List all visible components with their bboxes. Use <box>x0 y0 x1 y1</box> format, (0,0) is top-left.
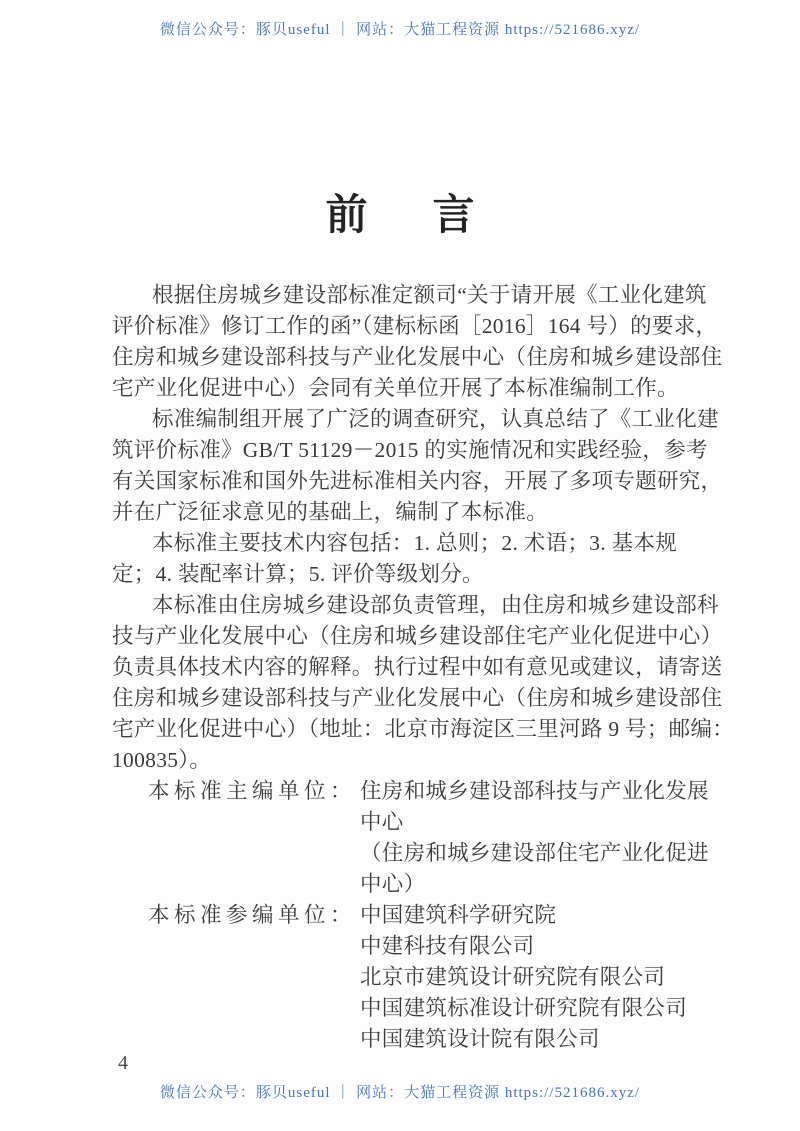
chief-editor-unit-label: 本标准主编单位： <box>148 779 357 803</box>
unit-line: 中心 <box>360 810 404 834</box>
chief-editor-unit-lines <box>360 776 709 900</box>
footer-watermark: 微信公众号：豚贝useful ｜ 网站：大猫工程资源 https://521686.xyz/ <box>159 1085 641 1101</box>
unit-line: 中国建筑标准设计研究院有限公司 <box>360 996 688 1020</box>
text-line: 100835）。 <box>112 748 212 772</box>
text-line: 住房和城乡建设部科技与产业化发展中心（住房和城乡建设部住 <box>112 345 723 369</box>
text-line: 根据住房城乡建设部标准定额司“关于请开展《工业化建筑 <box>152 283 707 307</box>
page-number: 4 <box>118 1052 128 1074</box>
participating-unit-lines <box>360 900 687 1055</box>
text-line: 并在广泛征求意见的基础上，编制了本标准。 <box>112 500 549 524</box>
text-line: 本标准由住房城乡建设部负责管理，由住房和城乡建设部科 <box>152 593 719 617</box>
unit-line: 中国建筑科学研究院 <box>360 903 557 927</box>
text-line: 评价标准》修订工作的函”（建标标函［2016］164 号）的要求， <box>112 314 718 338</box>
text-line: 负责具体技术内容的解释。执行过程中如有意见或建议，请寄送 <box>112 655 723 679</box>
text-line: 定；4. 装配率计算；5. 评价等级划分。 <box>112 562 484 586</box>
unit-line: 中心） <box>360 872 426 896</box>
participating-unit-label: 本标准参编单位： <box>148 903 357 927</box>
text-line: 技与产业化发展中心（住房和城乡建设部住宅产业化促进中心） <box>112 624 723 648</box>
unit-line: 北京市建筑设计研究院有限公司 <box>360 965 666 989</box>
unit-line: 中建科技有限公司 <box>360 934 535 958</box>
text-line: 本标准主要技术内容包括：1. 总则；2. 术语；3. 基本规 <box>152 531 678 555</box>
text-line: 宅产业化促进中心）（地址：北京市海淀区三里河路 9 号；邮编： <box>112 717 735 741</box>
unit-line: 中国建筑设计院有限公司 <box>360 1027 600 1051</box>
text-line: 有关国家标准和国外先进标准相关内容，开展了多项专题研究， <box>112 469 723 493</box>
page-title: 前言 <box>325 193 540 239</box>
participating-unit-row <box>112 900 696 1055</box>
text-line: 宅产业化促进中心）会同有关单位开展了本标准编制工作。 <box>112 376 679 400</box>
foreword-body <box>112 280 735 1055</box>
unit-line: （住房和城乡建设部住宅产业化促进 <box>360 841 709 865</box>
chief-editor-unit-row <box>112 776 709 900</box>
text-line: 筑评价标准》GB/T 51129－2015 的实施情况和实践经验，参考 <box>112 438 708 462</box>
text-line: 住房和城乡建设部科技与产业化发展中心（住房和城乡建设部住 <box>112 686 723 710</box>
unit-line: 住房和城乡建设部科技与产业化发展 <box>360 779 709 803</box>
text-line: 标准编制组开展了广泛的调查研究，认真总结了《工业化建 <box>152 407 719 431</box>
header-watermark: 微信公众号：豚贝useful ｜ 网站：大猫工程资源 https://521686.xyz/ <box>159 22 641 38</box>
